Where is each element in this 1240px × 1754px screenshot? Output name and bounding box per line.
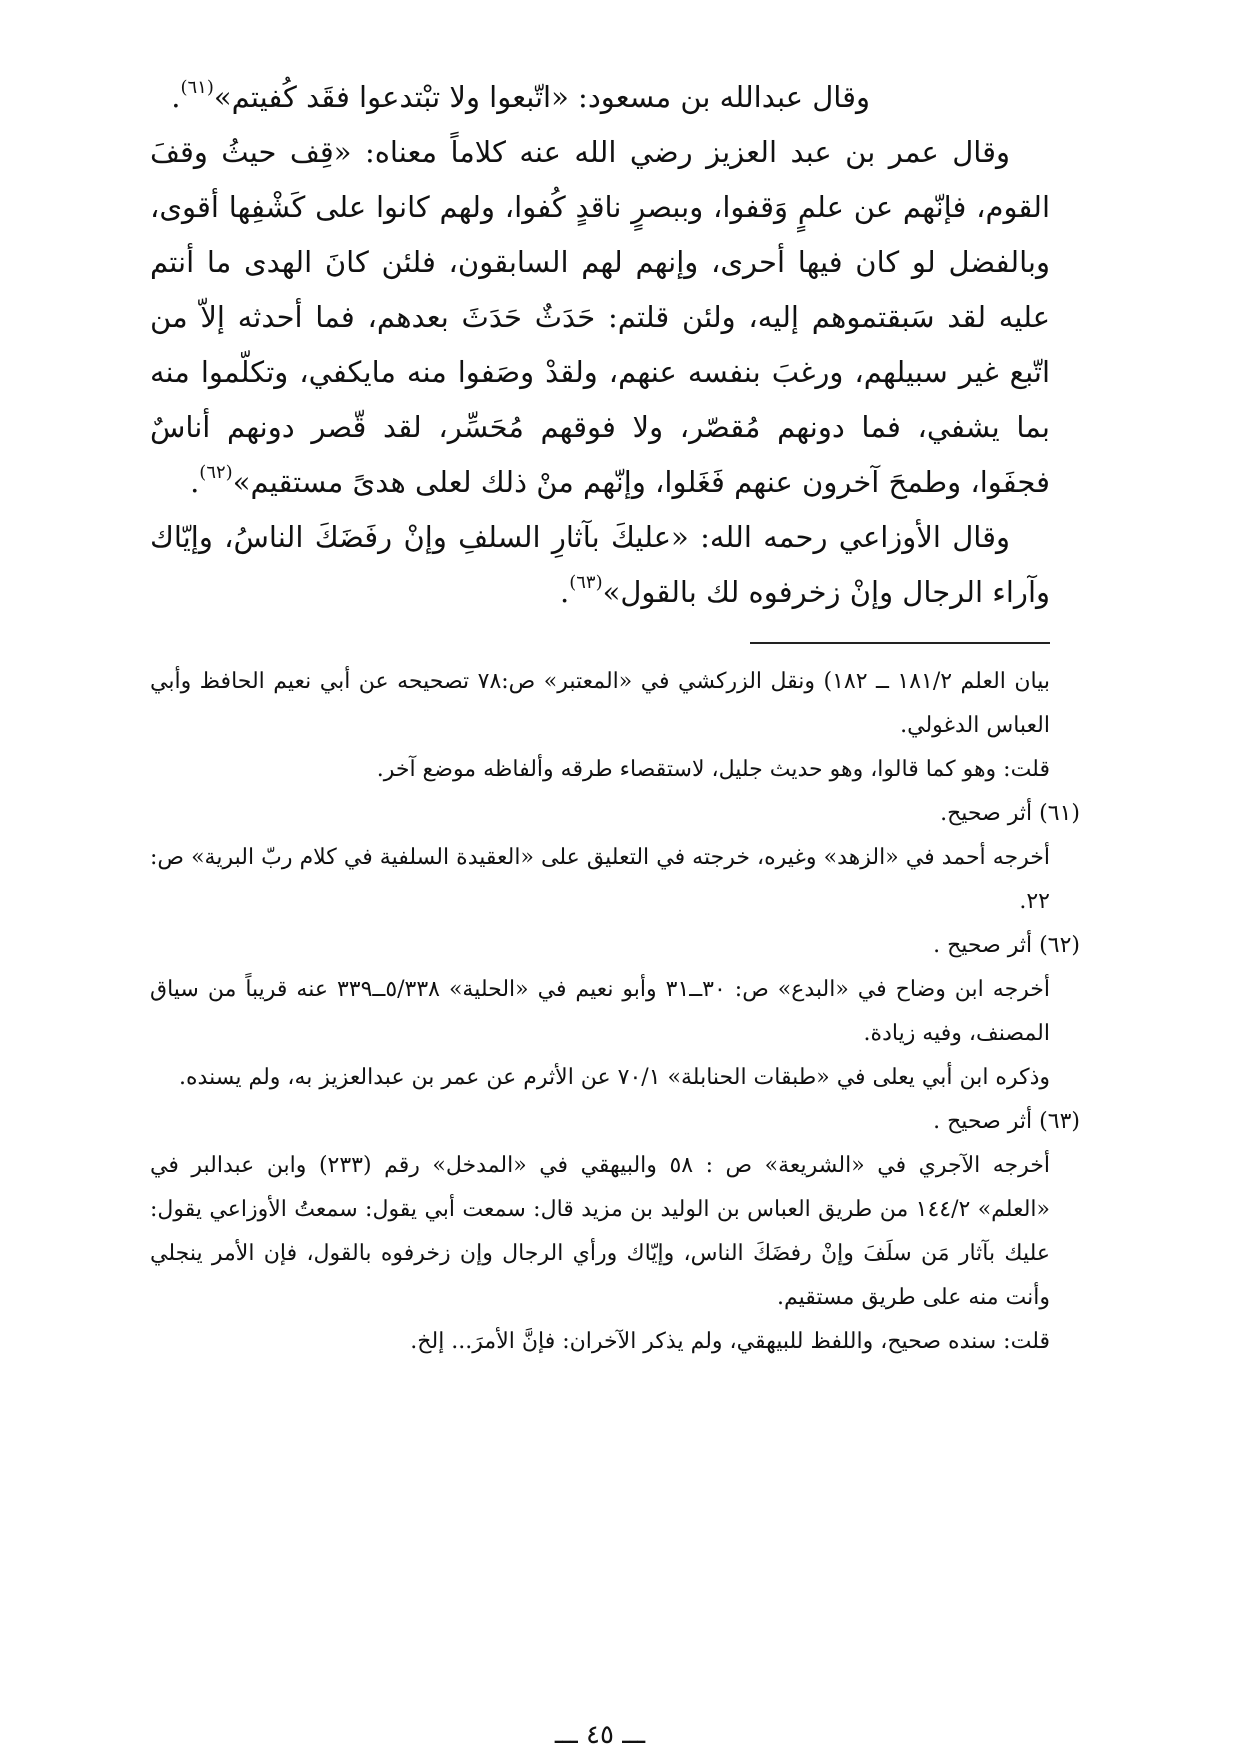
footnote-heading xyxy=(150,924,1080,968)
footnote-heading-text: أثر صحيح. xyxy=(940,801,1033,826)
footnote-heading xyxy=(150,1100,1080,1144)
footnote-heading xyxy=(150,792,1080,836)
paragraph-end: . xyxy=(171,80,181,114)
footnote-marker: (٦١) xyxy=(180,77,214,98)
book-page xyxy=(150,70,1080,1750)
paragraph-text: وقال عبدالله بن مسعود: «اتّبعوا ولا تبْتدعوا فقَد كُفيتم» xyxy=(213,80,870,114)
footnote-marker: (٦٣) xyxy=(569,572,603,593)
footnote-line: وذكره ابن أبي يعلى في «طبقات الحنابلة» ٧٠/١ عن الأثرم عن عمر بن عبدالعزيز به، ولم يسنده. xyxy=(179,1065,1050,1090)
footnote-number: (٦٢) xyxy=(1039,933,1080,958)
paragraph xyxy=(150,70,1050,125)
paragraph-end: . xyxy=(190,465,200,499)
footnotes xyxy=(150,660,1080,1364)
footnote-heading-text: أثر صحيح . xyxy=(933,1109,1033,1134)
footnote-line: أخرجه الآجري في «الشريعة» ص : ٥٨ والبيهقي في «المدخل» رقم (٢٣٣) وابن عبدالبر في «العلم» ١٤٤/٢ من طريق العباس بن الوليد بن مزيد قال: سمعت أبي يقول: سمعتُ الأوزاعي يقول: عليك بآثار مَن سلَفَ وإنْ رفضَكَ الناس، وإيّاك ورأي الرجال وإن زخرفوه بالقول، فإن الأمر ينجلي وأنت منه على طريق مستقيم. xyxy=(150,1153,1050,1310)
paragraph xyxy=(150,510,1050,620)
paragraph-text: وقال عمر بن عبد العزيز رضي الله عنه كلاماً معناه: «قِف حيثُ وقفَ القوم، فإنّهم عن علمٍ وَقفوا، وببصرٍ ناقدٍ كُفوا، ولهم كانوا على كَشْفِها أقوى، وبالفضل لو كان فيها أحرى، وإنهم لهم السابقون، فلئن كانَ الهدى ما أنتم عليه لقد سَبقتموهم إليه، ولئن قلتم: حَدَثٌ حَدَثَ بعدهم، فما أحدثه إلاّ من اتّبع غير سبيلهم، ورغبَ بنفسه عنهم، ولقدْ وصَفوا منه مايكفي، وتكلّموا منه بما يشفي، فما دونهم مُقصّر، ولا فوقهم مُحَسِّر، لقد قّصر دونهم أناسٌ فجفَوا، وطمحَ آخرون عنهم فَغَلوا، وإنّهم منْ ذلك لعلى هدىً مستقيم» xyxy=(150,135,1050,499)
footnote-number: (٦١) xyxy=(1039,801,1080,826)
footnote-heading-text: أثر صحيح . xyxy=(933,933,1033,958)
main-text xyxy=(150,70,1050,620)
paragraph-end: . xyxy=(559,575,570,609)
footnote-line: قلت: وهو كما قالوا، وهو حديث جليل، لاستقصاء طرقه وألفاظه موضع آخر. xyxy=(376,757,1050,782)
paragraph-text: وقال الأوزاعي رحمه الله: «عليكَ بآثارِ السلفِ وإنْ رفَضَكَ الناسُ، وإيّاك وآراء الرجال وإنْ زخرفوه لك بالقول» xyxy=(150,520,1050,609)
footnote-separator xyxy=(750,642,1050,644)
footnote-line: قلت: سنده صحيح، واللفظ للبيهقي، ولم يذكر الآخران: فإنَّ الأمرَ... إلخ. xyxy=(410,1329,1050,1354)
paragraph xyxy=(150,125,1050,510)
page-number: ـــ ٤٥ ـــ xyxy=(554,1720,646,1750)
footnote-marker: (٦٢) xyxy=(199,462,233,483)
footnote-number: (٦٣) xyxy=(1039,1109,1080,1134)
footnote-line: أخرجه أحمد في «الزهد» وغيره، خرجته في التعليق على «العقيدة السلفية في كلام ربّ البرية» ص: ٢٢. xyxy=(150,845,1050,914)
footnote-line: أخرجه ابن وضاح في «البدع» ص: ٣٠ــ٣١ وأبو نعيم في «الحلية» ٥/٣٣٨ــ٣٣٩ عنه قريباً من سياق المصنف، وفيه زيادة. xyxy=(150,977,1051,1046)
footnote-line: بيان العلم ١٨١/٢ ــ ١٨٢) ونقل الزركشي في «المعتبر» ص:٧٨ تصحيحه عن أبي نعيم الحافظ وأبي العباس الدغولي. xyxy=(150,669,1050,738)
